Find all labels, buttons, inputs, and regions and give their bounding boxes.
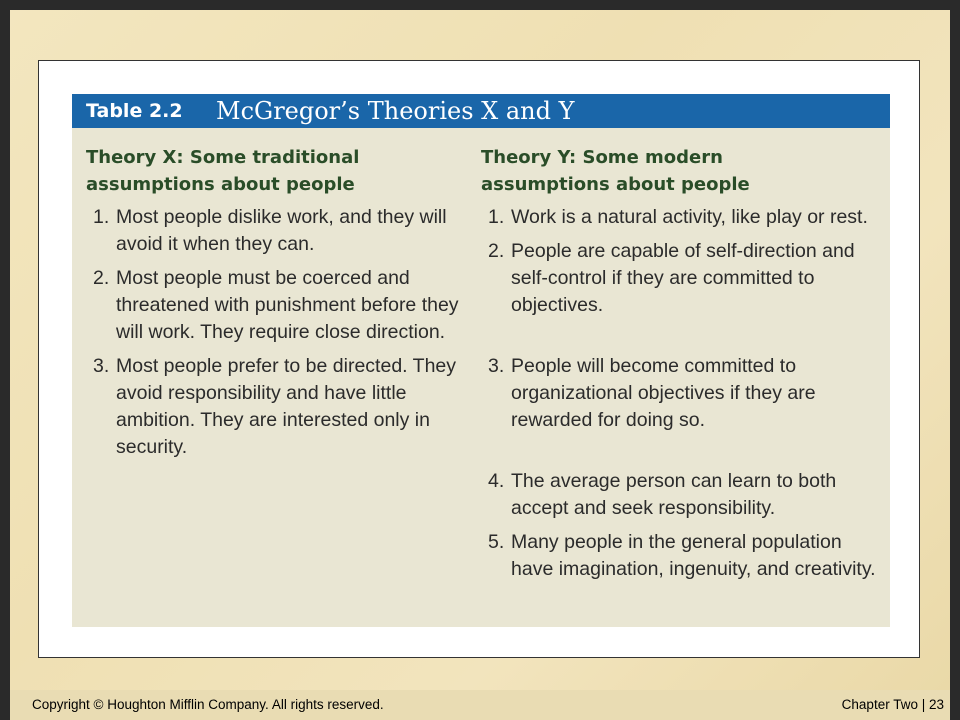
item-number: 5. [488, 531, 505, 553]
item-text: Most people dislike work, and they will avoid it when they can. [116, 206, 447, 255]
theory-y-list [481, 204, 881, 583]
item-number: 1. [488, 206, 505, 228]
item-number: 4. [488, 470, 505, 492]
list-item [481, 529, 881, 583]
item-number: 3. [488, 355, 505, 377]
list-item [86, 265, 466, 346]
table-number: Table 2.2 [86, 100, 183, 122]
item-number: 2. [488, 240, 505, 262]
list-item [481, 204, 881, 231]
item-text: Most people must be coerced and threatened with punishment before they will work. They require close direction. [116, 267, 459, 343]
item-text: People are capable of self-direction and self-control if they are committed to objectives. [511, 240, 855, 316]
item-number: 3. [93, 355, 110, 377]
theory-x-heading-line1: Theory X: Some traditional [86, 147, 360, 168]
table-title-bar [72, 94, 890, 128]
list-item [481, 238, 881, 319]
item-number: 1. [93, 206, 110, 228]
table-title: McGregor’s Theories X and Y [216, 97, 575, 125]
chapter-page-label: Chapter Two | 23 [841, 697, 944, 712]
theory-y-column [481, 144, 881, 583]
copyright-notice: Copyright © Houghton Mifflin Company. All rights reserved. [32, 697, 384, 712]
table-figure [72, 94, 890, 627]
list-item [481, 353, 881, 434]
item-text: Work is a natural activity, like play or rest. [511, 206, 868, 228]
list-item [481, 468, 881, 522]
theory-x-heading-line2: assumptions about people [86, 174, 355, 195]
theory-y-heading-line1: Theory Y: Some modern [481, 147, 723, 168]
item-number: 2. [93, 267, 110, 289]
theory-y-heading [481, 144, 881, 198]
item-text: Many people in the general population have imagination, ingenuity, and creativity. [511, 531, 876, 580]
theory-x-list [86, 204, 466, 461]
item-text: The average person can learn to both accept and seek responsibility. [511, 470, 837, 519]
theory-y-heading-line2: assumptions about people [481, 174, 750, 195]
list-item [86, 353, 466, 461]
item-text: Most people prefer to be directed. They avoid responsibility and have little ambition. They are interested only in security. [116, 355, 457, 458]
theory-x-column [86, 144, 466, 461]
theory-x-heading [86, 144, 466, 198]
item-text: People will become committed to organizational objectives if they are rewarded for doing so. [511, 355, 816, 431]
list-item [86, 204, 466, 258]
